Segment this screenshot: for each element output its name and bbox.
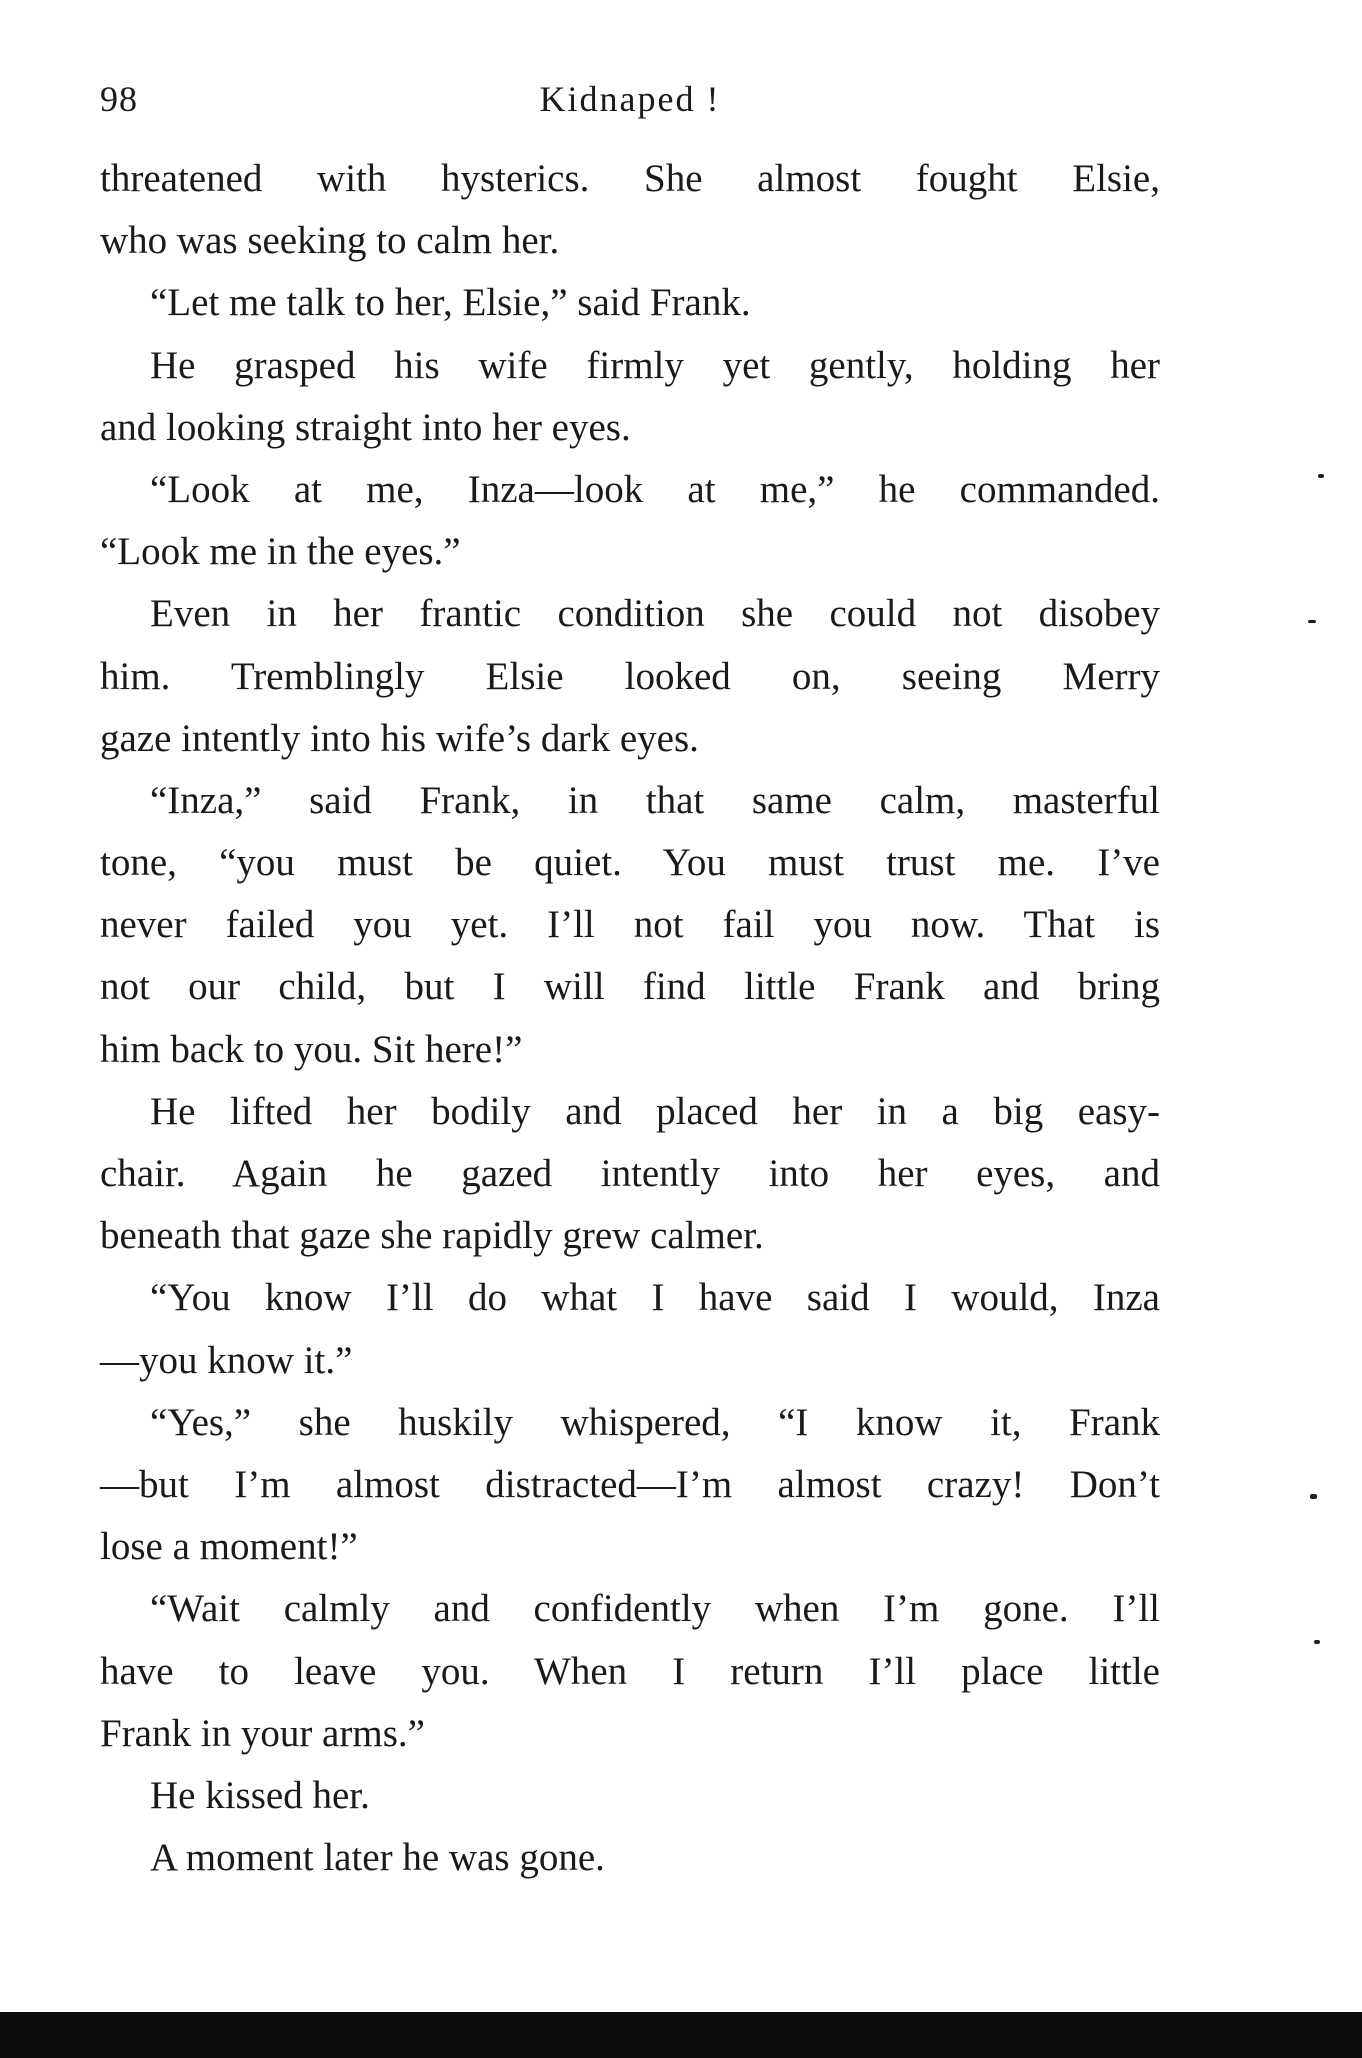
text-line: He kissed her. <box>150 1773 370 1817</box>
text-line: A moment later he was gone. <box>150 1836 605 1880</box>
margin-speck <box>1318 474 1324 478</box>
text-line: “You know I’ll do what I have said I would, Inza <box>150 1276 1160 1320</box>
text-line: “Let me talk to her, Elsie,” said Frank. <box>150 281 751 325</box>
text-line: —but I’m almost distracted—I’m almost crazy! Don’t <box>100 1462 1160 1506</box>
text-line: beneath that gaze she rapidly grew calmer. <box>100 1214 764 1258</box>
margin-speck <box>1310 1494 1317 1499</box>
margin-speck <box>1308 620 1316 623</box>
text-line: “Wait calmly and confidently when I’m gone. I’ll <box>150 1587 1160 1631</box>
text-line: him back to you. Sit here!” <box>100 1027 523 1071</box>
page-number: 98 <box>100 79 138 119</box>
text-line: He lifted her bodily and placed her in a big easy- <box>150 1089 1160 1133</box>
text-line: threatened with hysterics. She almost fought Elsie, <box>100 157 1160 200</box>
text-line: lose a moment!” <box>100 1525 358 1569</box>
margin-speck <box>1314 1640 1320 1644</box>
text-line: have to leave you. When I return I’ll place little <box>100 1649 1160 1693</box>
text-line: tone, “you must be quiet. You must trust me. I’ve <box>100 841 1160 885</box>
text-line: Frank in your arms.” <box>100 1711 425 1755</box>
bottom-edge-rule <box>0 2012 1362 2058</box>
text-line: He grasped his wife firmly yet gently, holding her <box>150 343 1160 387</box>
text-line: —you know it.” <box>100 1338 353 1382</box>
running-head <box>100 78 1160 128</box>
body-text <box>100 148 1160 1889</box>
running-title: Kidnaped ! <box>539 79 721 119</box>
text-line: who was seeking to calm her. <box>100 219 560 263</box>
text-line: not our child, but I will find little Frank and bring <box>100 965 1160 1009</box>
text-line: him. Tremblingly Elsie looked on, seeing Merry <box>100 654 1160 698</box>
text-line: “Yes,” she huskily whispered, “I know it, Frank <box>150 1400 1160 1444</box>
text-line: Even in her frantic condition she could not disobey <box>150 592 1160 636</box>
text-line: “Look me in the eyes.” <box>100 530 461 574</box>
text-line: chair. Again he gazed intently into her eyes, and <box>100 1152 1160 1195</box>
text-line: “Look at me, Inza—look at me,” he commanded. <box>150 467 1160 511</box>
text-line: and looking straight into her eyes. <box>100 405 631 449</box>
text-line: gaze intently into his wife’s dark eyes. <box>100 716 699 760</box>
text-line: never failed you yet. I’ll not fail you now. That is <box>100 903 1160 947</box>
text-line: “Inza,” said Frank, in that same calm, masterful <box>150 778 1160 822</box>
